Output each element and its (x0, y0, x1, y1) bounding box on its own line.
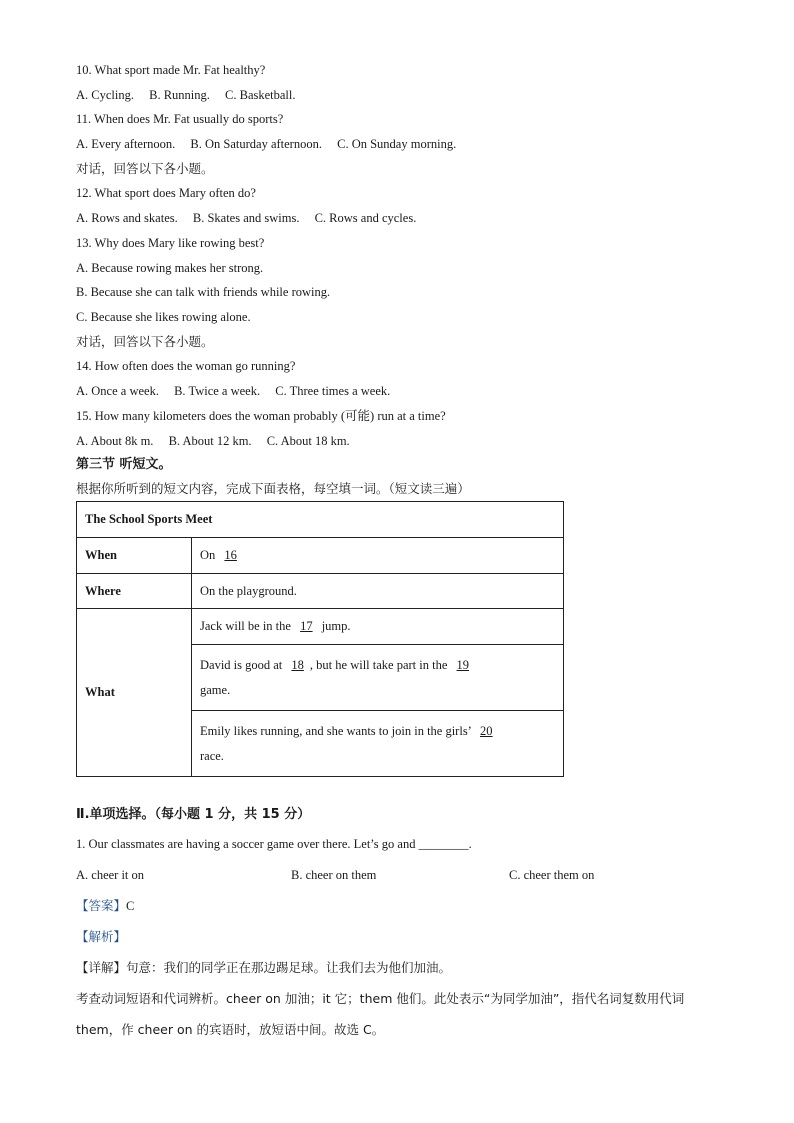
option-a: A. cheer it on (76, 868, 145, 882)
what2-mid: , but he will take part in the (309, 657, 448, 672)
table-row (77, 609, 564, 645)
section-3-instruction: 根据你所听到的短文内容，完成下面表格，每空填一词。（短文读三遍） (76, 481, 470, 496)
question-12-options (76, 210, 428, 226)
what-cell-2 (192, 645, 564, 711)
where-value: On the playground. (192, 574, 564, 609)
question-11-options (76, 136, 468, 152)
option-c: C. cheer them on (509, 868, 595, 882)
question-13-option-a: A. Because rowing makes her strong. (76, 261, 264, 275)
option-c: C. Three times a week. (275, 384, 391, 398)
question-15: 15. How many kilometers does the woman probably (可能) run at a time? (76, 409, 446, 423)
analysis-tag: 【解析】 (76, 929, 127, 944)
question-13-option-b: B. Because she can talk with friends while rowing. (76, 285, 331, 299)
option-b: B. Twice a week. (174, 384, 261, 398)
question-10: 10. What sport made Mr. Fat healthy? (76, 63, 266, 77)
what1-prefix: Jack will be in the (200, 619, 291, 633)
explanation-paragraph: 考查动词短语和代词辨析。cheer on 加油；it 它；them 他们。此处表示“为同学加油”，指代名词复数用代词 them，作 cheer on 的宾语时，放短语中间。故选 C。 (76, 991, 685, 1037)
blank-16: 16 (224, 548, 237, 562)
answer-tag: 【答案】 (76, 898, 127, 913)
table-row (77, 538, 564, 574)
option-b: B. Skates and swims. (192, 211, 300, 225)
what3-prefix: Emily likes running, and she wants to join in the girls’ (200, 723, 471, 738)
what2-suffix: game. (200, 682, 231, 697)
section-3-title: 第三节 听短文。 (76, 457, 172, 472)
answer-line (76, 898, 134, 914)
dialog-instruction: 对话，回答以下各小题。 (76, 161, 214, 176)
blank-18: 18 (291, 657, 304, 672)
option-a: A. Cycling. (76, 88, 134, 102)
what-cell-1 (192, 609, 564, 645)
option-c: C. About 18 km. (266, 434, 350, 448)
table-row (77, 502, 564, 538)
table-row (77, 574, 564, 609)
question-14-options (76, 383, 402, 399)
question-12: 12. What sport does Mary often do? (76, 186, 256, 200)
option-a: A. Once a week. (76, 384, 159, 398)
option-b: B. On Saturday afternoon. (190, 137, 322, 151)
option-b: B. cheer on them (291, 868, 377, 882)
option-c: C. Basketball. (225, 88, 296, 102)
blank-17: 17 (300, 619, 313, 633)
detail-line: 【详解】句意：我们的同学正在那边踢足球。让我们去为他们加油。 (76, 960, 452, 975)
question-13: 13. Why does Mary like rowing best? (76, 236, 265, 250)
option-c: C. On Sunday morning. (337, 137, 457, 151)
question-14: 14. How often does the woman go running? (76, 359, 296, 373)
mc-question-1-options (76, 867, 726, 883)
mc-question-1: 1. Our classmates are having a soccer game over there. Let’s go and ________. (76, 837, 472, 851)
option-a: A. About 8k m. (76, 434, 154, 448)
option-c: C. Rows and cycles. (314, 211, 417, 225)
option-b: B. Running. (149, 88, 210, 102)
blank-19: 19 (456, 657, 470, 672)
option-a: A. Rows and skates. (76, 211, 178, 225)
when-cell (192, 538, 564, 574)
when-prefix: On (200, 548, 216, 562)
option-b: B. About 12 km. (168, 434, 252, 448)
sports-meet-table (76, 501, 564, 777)
blank-20: 20 (480, 723, 493, 738)
question-15-options (76, 433, 362, 449)
dialog-instruction: 对话，回答以下各小题。 (76, 334, 214, 349)
what-label: What (77, 609, 192, 777)
what-cell-3 (192, 711, 564, 777)
question-11: 11. When does Mr. Fat usually do sports? (76, 112, 284, 126)
when-label: When (77, 538, 192, 574)
what2-prefix: David is good at (200, 657, 283, 672)
question-13-option-c: C. Because she likes rowing alone. (76, 310, 251, 324)
table-title: The School Sports Meet (77, 502, 564, 538)
what3-suffix: race. (200, 748, 224, 763)
question-10-options (76, 87, 308, 103)
what1-suffix: jump. (321, 619, 351, 633)
part-2-title: Ⅱ.单项选择。（每小题 1 分，共 15 分） (76, 807, 311, 822)
answer-value: C (126, 899, 135, 913)
option-a: A. Every afternoon. (76, 137, 176, 151)
where-label: Where (77, 574, 192, 609)
analysis-line (76, 929, 126, 945)
